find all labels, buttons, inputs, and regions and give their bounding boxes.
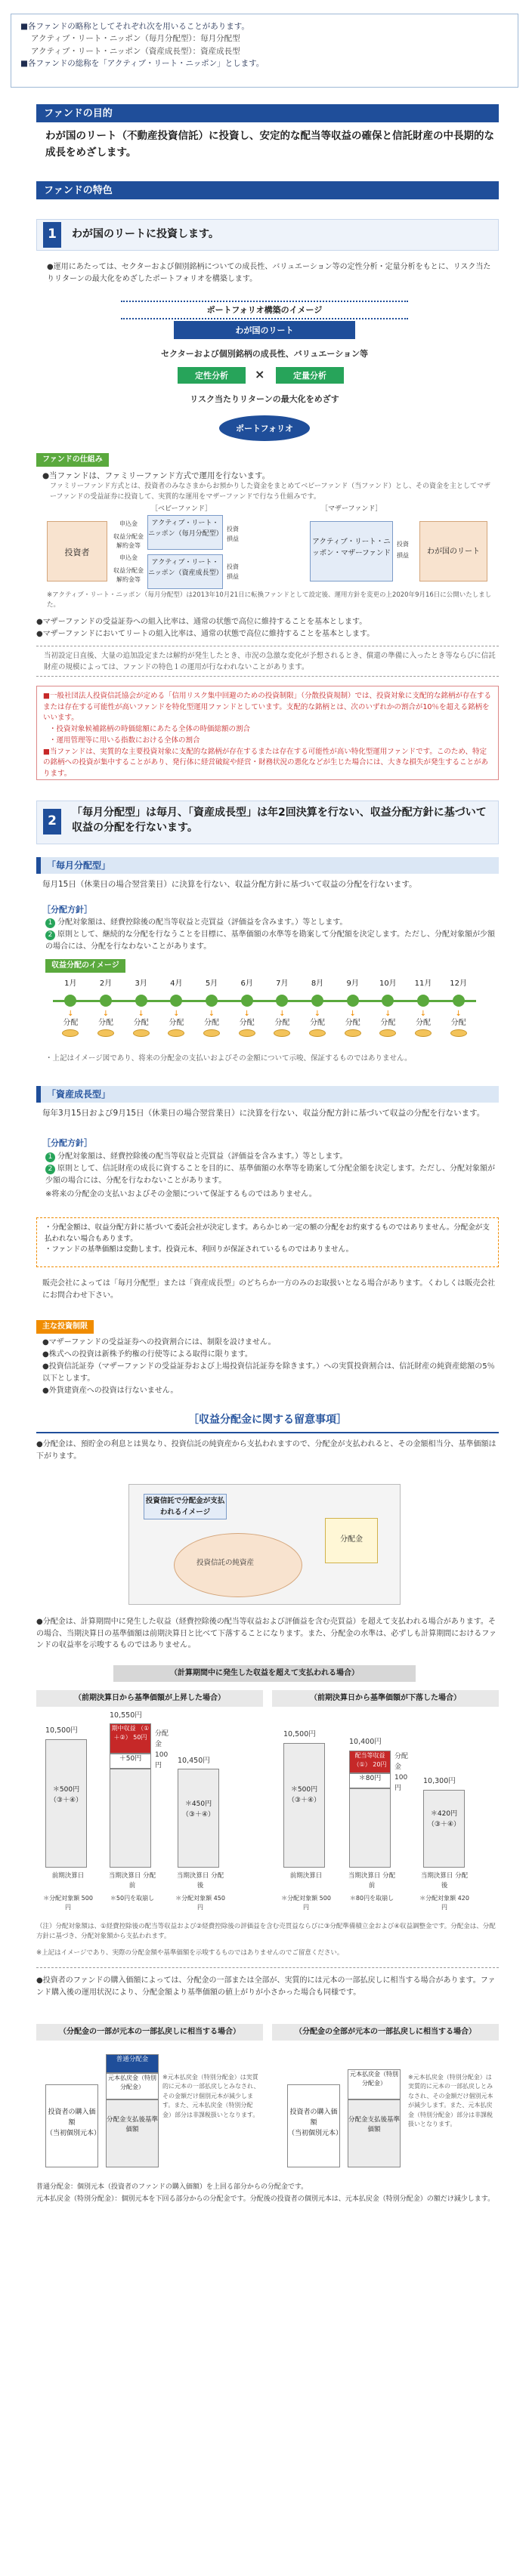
profit-label: 損益 (227, 535, 239, 542)
distribution-image-title: 投資信託で分配金が支払われるイメージ (144, 1494, 227, 1519)
bullet-2: 2 (45, 930, 55, 940)
abbreviation-note-box (11, 14, 518, 88)
bar-text: 分配金支払後基準価額 (348, 2116, 401, 2134)
month-marker (311, 995, 323, 1007)
purpose-heading: ファンドの目的 (36, 104, 499, 122)
warning-line: ・投資対象候補銘柄の時価総額にあたる全体の時価総額の割合 (49, 725, 251, 734)
policy-text: 分配対象額は、経費控除後の配当等収益と売買益（評価益を含みます。）等とします。 (57, 918, 348, 927)
value-label: 10,500円 (283, 1730, 316, 1738)
feature-number: 2 (43, 809, 61, 835)
growth-policy-3: ※将来の分配金の支払いおよびその金額について保証するものではありません。 (45, 1190, 317, 1199)
down-arrow-icon: ↓ (455, 1010, 462, 1018)
scheme-label: ファンドの仕組み (36, 453, 109, 467)
bullet-1: 1 (45, 918, 55, 928)
down-arrow-icon: ↓ (138, 1010, 144, 1018)
month-label: 7月 (276, 979, 289, 988)
caution-line: ・分配金額は、収益分配方針に基づいて委託会社が決定します。あらかじめ一定の額の分配をお約束するものではありません。分配金が支払われない場合もあります。 (45, 1223, 490, 1243)
limit-line: ●投資信託証券（マザーファンドの受益証券および上場投資信託証券を除きます。）への実質投資割合は、信託財産の純資産総額の5％以下とします。 (42, 1362, 495, 1383)
month-marker (64, 995, 76, 1007)
month-marker (347, 995, 359, 1007)
limit-line: ●マザーファンドの受益証券への投資割合には、制限を設けません。 (42, 1338, 276, 1347)
bar-text: （当初個別元本） (46, 2129, 101, 2137)
bar-text: ＊500円 （③＋④） (49, 1786, 83, 1804)
footnote-label: ＊分配対象額 450円 (175, 1895, 225, 1911)
fund-growth-box: アクティブ・リート・ニッポン（資産成長型） (147, 554, 223, 589)
axis-label: 当期決算日 分配後 (176, 1872, 224, 1890)
monthly-image-note: ・上記はイメージ図であり、将来の分配金の支払いおよびその金額について示唆、保証するものではありません。 (45, 1054, 412, 1063)
coin-icon (239, 1029, 255, 1037)
invest-label: 投資 (227, 526, 239, 532)
distribution-label: 分配 (450, 1019, 466, 1027)
warning-line: ・運用管理等に用いる指数における全体の割合 (49, 736, 200, 745)
month-marker (276, 995, 288, 1007)
profit-label: 損益 (397, 552, 409, 559)
footnote-label: ＊50円を取崩し (110, 1895, 155, 1902)
value-label: 10,450円 (178, 1757, 210, 1765)
down-arrow-icon: ↓ (279, 1010, 286, 1018)
month-label: 6月 (240, 979, 253, 988)
down-arrow-icon: ↓ (208, 1010, 215, 1018)
bar-text: ＊500円 （③＋④） (287, 1786, 321, 1804)
month-marker (100, 995, 112, 1007)
portfolio-image-title: ポートフォリオ構築のイメージ (121, 301, 408, 319)
bar-text: （当初個別元本） (288, 2129, 343, 2137)
footnote-label: ＊分配対象額 500円 (43, 1895, 93, 1911)
case-fall-heading: （前期決算日から基準価額が下落した場合） (272, 1690, 499, 1707)
bullet-2: 2 (45, 1165, 55, 1174)
feature-number: 1 (43, 222, 61, 248)
growth-policy-1 (45, 1151, 495, 1163)
dist-label: 分配金 100円 (394, 1753, 409, 1792)
dist-label: 分配金 100円 (155, 1730, 169, 1769)
month-marker (417, 995, 429, 1007)
month-label: 1月 (64, 979, 77, 988)
limit-line: ●外貨建資産への投資は行ないません。 (42, 1387, 178, 1395)
caution-line: ・ファンドの基準価額は変動します。投資元本、利回りが保証されているものではありません。 (45, 1245, 354, 1254)
distribution-label: 分配 (416, 1019, 431, 1027)
baby-fund-label: ［ベビーファンド］ (151, 505, 212, 513)
footnote-label: ＊80円を取崩し (349, 1895, 394, 1902)
value-label: 10,400円 (349, 1738, 382, 1746)
purchase-price-bar (45, 2084, 101, 2167)
note-line: アクティブ・リート・ニッポン（資産成長型）：資産成長型 (31, 46, 240, 56)
distribution-definition: 元本払戻金（特別分配金）：個別元本を下回る部分からの分配金です。分配後の投資者の個別元本は、元本払戻金（特別分配金）の額だけ減少します。 (36, 2195, 495, 2203)
policy-text: 分配対象額は、経費控除後の配当等収益と売買益（評価益を含みます。）等とします。 (57, 1152, 348, 1161)
month-label: 12月 (450, 979, 468, 988)
down-arrow-icon: ↓ (385, 1010, 391, 1018)
cur-before-bar (349, 1788, 391, 1868)
coin-icon (168, 1029, 184, 1037)
month-marker (135, 995, 147, 1007)
month-label: 10月 (379, 979, 397, 988)
distribution-footnote: （注）分配対象額は、①経費控除後の配当等収益および②経費控除後の評価益を含む売買益ならびに③分配準備積立金および④収益調整金です。分配金は、分配方針に基づき、分配対象額から支払われます。 (36, 1923, 496, 1941)
coin-icon (274, 1029, 290, 1037)
after-nav-bar (348, 2099, 401, 2167)
coin-icon (97, 1029, 114, 1037)
net-assets-label: 投資信託の純資産 (196, 1559, 255, 1567)
monthly-policy-label: ［分配方針］ (42, 905, 92, 915)
prev-bar (45, 1739, 87, 1868)
distribution-footnote: ※上記はイメージであり、実際の分配金額や基準価額を示唆するものではありませんのでご留意ください。 (36, 1949, 344, 1957)
coin-icon (450, 1029, 467, 1037)
axis-label: 当期決算日 分配後 (420, 1872, 469, 1890)
month-label: 9月 (346, 979, 359, 988)
coin-icon (379, 1029, 396, 1037)
footnote-label: ＊分配対象額 500円 (281, 1895, 331, 1911)
scheme-desc: ファミリーファンド方式とは、投資者のみなさまからお預かりした資金をまとめてベビーファンド（当ファンド）とし、その資金を主としてマザーファンドの受益証券に投資して、実質的な運用をマザーファンドで行なう仕組みです。 (50, 483, 491, 501)
down-arrow-icon: ↓ (419, 1010, 427, 1018)
risk-note: 当初設定日直後、大量の追加設定または解約が発生したとき、市況の急激な変化が予想されるとき、償還の準備に入ったとき等ならびに信託財産の規模によっては、ファンドの特色１の運用が行なわれないことがあります。 (44, 652, 496, 671)
apply-money: 申込金 (119, 554, 138, 561)
exceeds-income-heading: （計算期間中に発生した収益を超えて支払われる場合） (113, 1665, 416, 1682)
invest-label: 投資 (227, 563, 239, 570)
growth-valuation-text: セクターおよび個別銘柄の成長性、バリュエーション等 (160, 349, 368, 359)
distribution-money: 収益分配金 解約金等 (113, 567, 144, 584)
down-arrow-icon: ↓ (102, 1010, 110, 1018)
bar-text: 分配金支払後基準価額 (107, 2116, 159, 2134)
policy-text: 原則として、信託財産の成長に資することを目的に、基準価額の水準等を勘案して分配金額を決定します。ただし、分配対象額が少額の場合には、分配を行なわないことがあります。 (45, 1165, 495, 1185)
distribution-label: 分配 (169, 1019, 184, 1027)
distribution-money: 収益分配金 解約金等 (113, 533, 144, 550)
fund-monthly-box: アクティブ・リート・ニッポン（毎月分配型） (147, 515, 223, 550)
limit-line: ●株式への投資は新株予約権の行使等による取得に限ります。 (42, 1350, 252, 1359)
distribution-caution-title: ［収益分配金に関する留意事項］ (36, 1412, 499, 1433)
apply-money: 申込金 (119, 520, 138, 527)
divider (36, 676, 499, 677)
mother-note: ●マザーファンドにおいてリートの組入比率は、通常の状態で高位に維持することを基本とします。 (36, 630, 375, 638)
coin-icon (203, 1029, 220, 1037)
policy-text: 原則として、継続的な分配を行なうことを目標に、基準価額の水準等を勘案して分配額を決定します。ただし、分配対象額が少額の場合には、分配を行なわないことがあります。 (45, 930, 495, 951)
part-refund-heading: （分配金の一部が元本の一部払戻しに相当する場合） (36, 2024, 263, 2041)
feature-title: 「毎月分配型」は毎月、「資産成長型」は年2回決算を行ない、収益分配方針に基づいて収益の分配を行ないます。 (72, 807, 487, 835)
coin-icon (345, 1029, 361, 1037)
distribution-line: ●投資者のファンドの購入価額によっては、分配金の一部または全部が、実質的には元本の一部払戻しに相当する場合があります。ファンド購入後の運用状況により、分配金額より基準価額の値上がりが小さかった場合も同様です。 (36, 1976, 496, 1997)
feature-2-box (36, 801, 499, 844)
distribution-image-label: 収益分配のイメージ (45, 959, 125, 973)
scheme-line: ●当ファンドは、ファミリーファンド方式で運用を行ないます。 (42, 471, 271, 480)
times-symbol: × (255, 367, 265, 381)
mother-note: ●マザーファンドの受益証券への組入比率は、通常の状態で高位に維持することを基本とします。 (36, 618, 367, 626)
sales-note: 販売会社によっては「毎月分配型」または「資産成長型」のどちらか一方のみのお取扱いとなる場合があります。くわしくは販売会社にお問合わせ下さい。 (42, 1279, 496, 1300)
month-label: 11月 (414, 979, 432, 988)
monthly-policy-2 (45, 929, 495, 952)
value-label: 10,300円 (423, 1777, 456, 1785)
case-rise-heading: （前期決算日から基準価額が上昇した場合） (36, 1690, 263, 1707)
monthly-distribution-timeline (53, 978, 476, 1038)
month-marker (170, 995, 182, 1007)
prev-bar (283, 1743, 325, 1868)
plus-50-bar: ＋50円 (110, 1754, 151, 1769)
profit-label: 損益 (227, 573, 239, 580)
japan-reit-box: わが国のリート (419, 521, 487, 582)
growth-policy-2 (45, 1163, 495, 1186)
timeline-line (53, 1000, 476, 1002)
after-nav-bar (106, 2099, 159, 2167)
coin-icon (133, 1029, 150, 1037)
distribution-label: 分配 (133, 1019, 149, 1027)
warning-line: ■当ファンドは、実質的な主要投資対象に支配的な銘柄が存在するまたは存在する可能性が高い特化型運用ファンドです。このため、特定の銘柄への投資が集中することがあり、発行体に経営破綻や経営・財務状況の悪化などが生じた場合には、大きな損失が発生することがあります。 (43, 747, 489, 779)
mother-fund-label: ［マザーファンド］ (321, 505, 382, 513)
reit-box: わが国のリート (174, 321, 355, 339)
distribution-label: 分配 (239, 1019, 255, 1027)
footnote-label: ＊分配対象額 420円 (419, 1895, 469, 1911)
refund-bar: 元本払戻金（特別分配金） (106, 2073, 159, 2099)
investor-box: 投資者 (47, 521, 107, 582)
distribution-label: 分配 (345, 1019, 360, 1027)
month-label: 2月 (99, 979, 113, 988)
mother-fund-box: アクティブ・リート・ニッポン・マザーファンド (310, 521, 393, 582)
purchase-price-bar (287, 2084, 343, 2167)
down-arrow-icon: ↓ (349, 1010, 356, 1018)
monthly-text: 毎月15日（休業日の場合翌営業日）に決算を行ない、収益分配方針に基づいて収益の分配を行ないます。 (42, 880, 417, 889)
divider (36, 1967, 499, 1968)
down-arrow-icon: ↓ (67, 1010, 74, 1018)
note-line: アクティブ・リート・ニッポン（毎月分配型）：毎月分配型 (31, 34, 240, 44)
distribution-label: 分配 (380, 1019, 396, 1027)
minus-80-bar: ＊80円 (349, 1773, 391, 1788)
distribution-line: ●分配金は、預貯金の利息とは異なり、投資信託の純資産から支払われますので、分配金が支払われると、その金額相当分、基準価額は下がります。 (36, 1440, 497, 1461)
month-marker (453, 995, 465, 1007)
distribution-definition: 普通分配金：個別元本（投資者のファンドの購入価額）を上回る部分からの分配金です。 (36, 2183, 308, 2191)
distribution-line: ●分配金は、計算期間中に発生した収益（経費控除後の配当等収益および評価益を含む売買益）を超えて支払われる場合があります。その場合、当期決算日の基準価額は前期決算日と比べて下落することになります。また、分配金の水準は、必ずしも計算期間におけるファンドの収益率を示唆するものではありません。 (36, 1618, 497, 1649)
coin-icon (62, 1029, 79, 1037)
growth-text: 毎年3月15日および9月15日（休業日の場合翌営業日）に決算を行ない、収益分配方針に基づいて収益の分配を行ないます。 (42, 1109, 485, 1118)
axis-label: 前期決算日 (51, 1872, 85, 1880)
refund-note: ※元本払戻金（特別分配金）は実質的に元本の一部払戻しとみなされ、その金額だけ個別元本が減少します。また、元本払戻金（特別分配金）部分は非課税扱いとなります。 (408, 2074, 493, 2127)
value-label: 10,500円 (45, 1726, 78, 1735)
distribution-label: 分配 (310, 1019, 325, 1027)
note-line: ■各ファンドの総称を「アクティブ・リート・ニッポン」とします。 (20, 58, 264, 68)
distribution-box: 分配金 (325, 1518, 378, 1563)
monthly-heading: 「毎月分配型」 (36, 857, 499, 874)
month-label: 8月 (311, 979, 324, 988)
refund-bar: 元本払戻金（特別分配金） (348, 2069, 401, 2099)
axis-label: 当期決算日 分配前 (348, 1872, 396, 1890)
axis-label: 前期決算日 (289, 1872, 323, 1880)
bar-text: ＊450円 （③＋④） (181, 1800, 215, 1819)
down-arrow-icon: ↓ (243, 1010, 250, 1018)
feature-1-body: ●運用にあたっては、セクターおよび個別銘柄についての成長性、バリュエーション等の定性分析・定量分析をもとに、リスク当たりリターンの最大化をめざしたポートフォリオを構築します。 (47, 263, 491, 283)
limits-label: 主な投資制限 (36, 1320, 94, 1334)
coin-icon (309, 1029, 326, 1037)
caution-box (36, 1217, 499, 1267)
feature-title: わが国のリートに投資します。 (72, 228, 219, 240)
growth-heading: 「資産成長型」 (36, 1086, 499, 1103)
note-line: ■各ファンドの略称としてそれぞれ次を用いることがあります。 (20, 22, 249, 31)
qualitative-analysis-box: 定性分析 (178, 367, 246, 384)
month-label: 4月 (170, 979, 183, 988)
cur-after-bar (423, 1790, 465, 1868)
distribution-label: 分配 (204, 1019, 219, 1027)
ordinary-distribution-bar: 普通分配金 (106, 2054, 159, 2073)
full-refund-heading: （分配金の全部が元本の一部払戻しに相当する場合） (272, 2024, 499, 2041)
warning-line: ■一般社団法人投資信託協会が定める「信用リスク集中回避のための投資制限」（分散投資規制）では、投資対象に支配的な銘柄が存在するまたは存在する可能性が高いファンドを特化型運用ファンドとしています。支配的な銘柄とは、次のいずれかの割合が10％を超える銘柄をいいます。 (43, 692, 492, 723)
distribution-label: 分配 (274, 1019, 290, 1027)
refund-note: ※元本払戻金（特別分配金）は実質的に元本の一部払戻しとみなされ、その金額だけ個別元本が減少します。また、元本払戻金（特別分配金）部分は非課税扱いとなります。 (162, 2074, 260, 2118)
dividend-income-bar: 配当等収益 （①） 20円 (349, 1751, 391, 1773)
distribution-label: 分配 (63, 1019, 79, 1027)
down-arrow-icon: ↓ (173, 1010, 180, 1018)
concentration-warning-box (36, 686, 499, 780)
cur-before-bar (110, 1769, 151, 1868)
maximize-text: リスク当たりリターンの最大化をめざす (190, 394, 339, 404)
distribution-label: 分配 (98, 1019, 113, 1027)
down-arrow-icon: ↓ (314, 1010, 321, 1018)
quantitative-analysis-box: 定量分析 (276, 367, 344, 384)
monthly-policy-1 (45, 917, 495, 929)
month-label: 3月 (135, 979, 147, 988)
month-marker (382, 995, 394, 1007)
growth-policy-label: ［分配方針］ (42, 1138, 92, 1148)
bar-text: 投資者の購入価額 (48, 2109, 96, 2127)
bullet-1: 1 (45, 1152, 55, 1162)
bar-text: 投資者の購入価額 (289, 2109, 338, 2127)
portfolio-oval: ポートフォリオ (219, 415, 310, 441)
features-heading: ファンドの特色 (36, 181, 499, 199)
value-label: 10,550円 (110, 1711, 142, 1720)
feature-1-box (36, 219, 499, 251)
month-marker (241, 995, 253, 1007)
purpose-text: わが国のリート（不動産投資信託）に投資し、安定的な配当等収益の確保と信託財産の中長期的な成長をめざします。 (45, 130, 494, 159)
month-label: 5月 (205, 979, 218, 988)
period-income-bar: 期中収益 （①＋②） 50円 (110, 1723, 151, 1754)
invest-label: 投資 (397, 541, 409, 548)
cur-after-bar (178, 1769, 219, 1868)
coin-icon (415, 1029, 432, 1037)
month-marker (206, 995, 218, 1007)
scheme-footnote: ※アクティブ・リート・ニッポン（毎月分配型）は2013年10月21日に転換ファンドとして設定後、運用方針を変更の上2020年9月16日に公開いたしました。 (47, 591, 492, 609)
bar-text: ＊420円 （③＋④） (427, 1810, 461, 1828)
axis-label: 当期決算日 分配前 (108, 1872, 156, 1890)
